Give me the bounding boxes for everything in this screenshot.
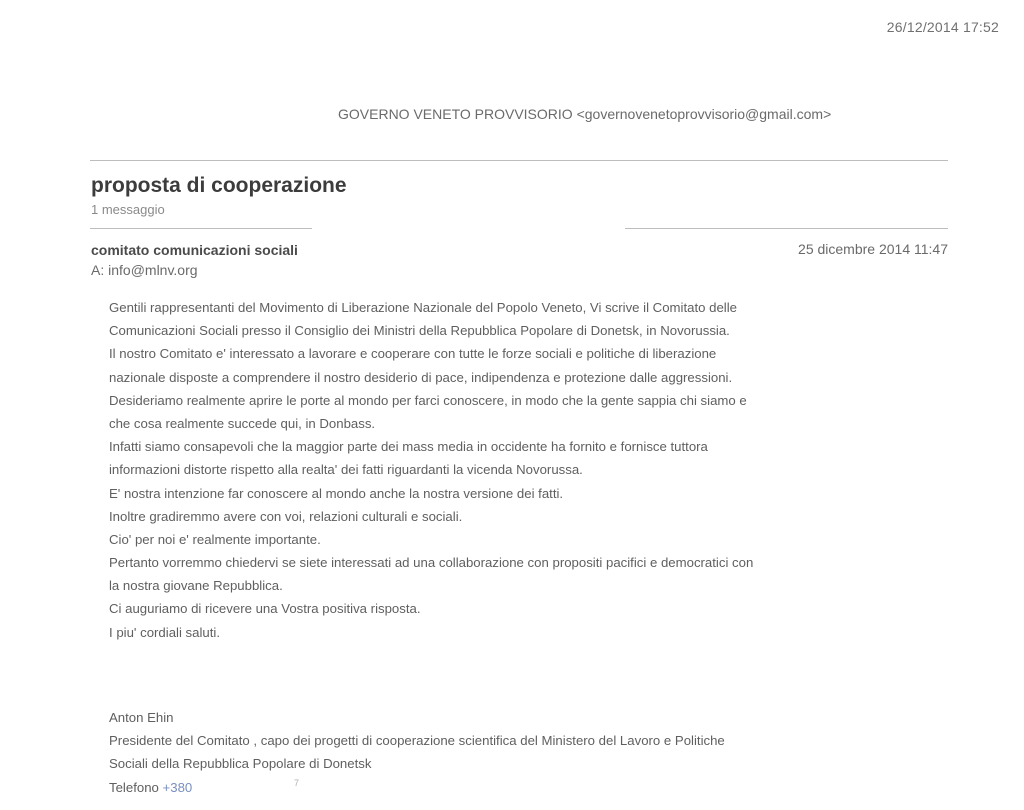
divider-left bbox=[90, 228, 312, 229]
message-body bbox=[109, 296, 979, 644]
body-line: Il nostro Comitato e' interessato a lavorare e cooperare con tutte le forze sociali e politiche di liberazione bbox=[109, 346, 717, 362]
body-line: Infatti siamo consapevoli che la maggior parte dei mass media in occidente ha fornito e fornisce tuttora bbox=[109, 439, 708, 455]
body-line: Desideriamo realmente aprire le porte al mondo per farci conoscere, in modo che la gente sappia chi siamo e bbox=[109, 392, 747, 408]
body-line: Ci auguriamo di ricevere una Vostra positiva risposta. bbox=[109, 601, 421, 617]
body-line: nazionale disposte a comprendere il nostro desiderio di pace, indipendenza e protezione dalle aggressioni. bbox=[109, 369, 733, 385]
stray-mark: 7 bbox=[294, 778, 300, 788]
body-line: Gentili rappresentanti del Movimento di Liberazione Nazionale del Popolo Veneto, Vi scrive il Comitato delle bbox=[109, 300, 737, 315]
body-line: Cio' per noi e' realmente importante. bbox=[109, 531, 321, 547]
phone-number[interactable]: +380 bbox=[162, 779, 193, 795]
body-line: Pertanto vorremmo chiedervi se siete interessati ad una collaborazione con propositi pacifici e democratici con bbox=[109, 555, 754, 571]
body-line: Comunicazioni Sociali presso il Consiglio dei Ministri della Repubblica Popolare di Donetsk, in Novorussia. bbox=[109, 323, 730, 339]
body-line: E' nostra intenzione far conoscere al mondo anche la nostra versione dei fatti. bbox=[109, 485, 564, 501]
signature-phone bbox=[109, 776, 979, 799]
body-line: la nostra giovane Repubblica. bbox=[109, 578, 283, 594]
recipient: A: info@mlnv.org bbox=[91, 262, 198, 278]
signature-title-line-1: Presidente del Comitato , capo dei progetti di cooperazione scientifica del Ministero del Lavoro e Politiche bbox=[109, 733, 725, 749]
body-line: che cosa realmente succede qui, in Donbass. bbox=[109, 415, 376, 431]
message-date: 25 dicembre 2014 11:47 bbox=[798, 241, 948, 257]
signature-title-line-2: Sociali della Repubblica Popolare di Donetsk bbox=[109, 756, 372, 772]
body-line: Inoltre gradiremmo avere con voi, relazioni culturali e sociali. bbox=[109, 508, 463, 524]
divider-right bbox=[625, 228, 948, 229]
header-divider bbox=[90, 160, 948, 161]
signature-block bbox=[109, 706, 979, 799]
signature-name: Anton Ehin bbox=[109, 710, 174, 725]
sender-name: comitato comunicazioni sociali bbox=[91, 242, 298, 258]
body-line: I piu' cordiali saluti. bbox=[109, 624, 220, 640]
account-header: GOVERNO VENETO PROVVISORIO <governovenetoprovvisorio@gmail.com> bbox=[338, 106, 832, 122]
body-line: informazioni distorte rispetto alla realta' dei fatti riguardanti la vicenda Novorussa. bbox=[109, 462, 583, 478]
thread-subject: proposta di cooperazione bbox=[91, 174, 347, 197]
message-count: 1 messaggio bbox=[91, 202, 165, 217]
phone-label: Telefono bbox=[109, 779, 163, 795]
print-date: 26/12/2014 17:52 bbox=[886, 19, 999, 35]
